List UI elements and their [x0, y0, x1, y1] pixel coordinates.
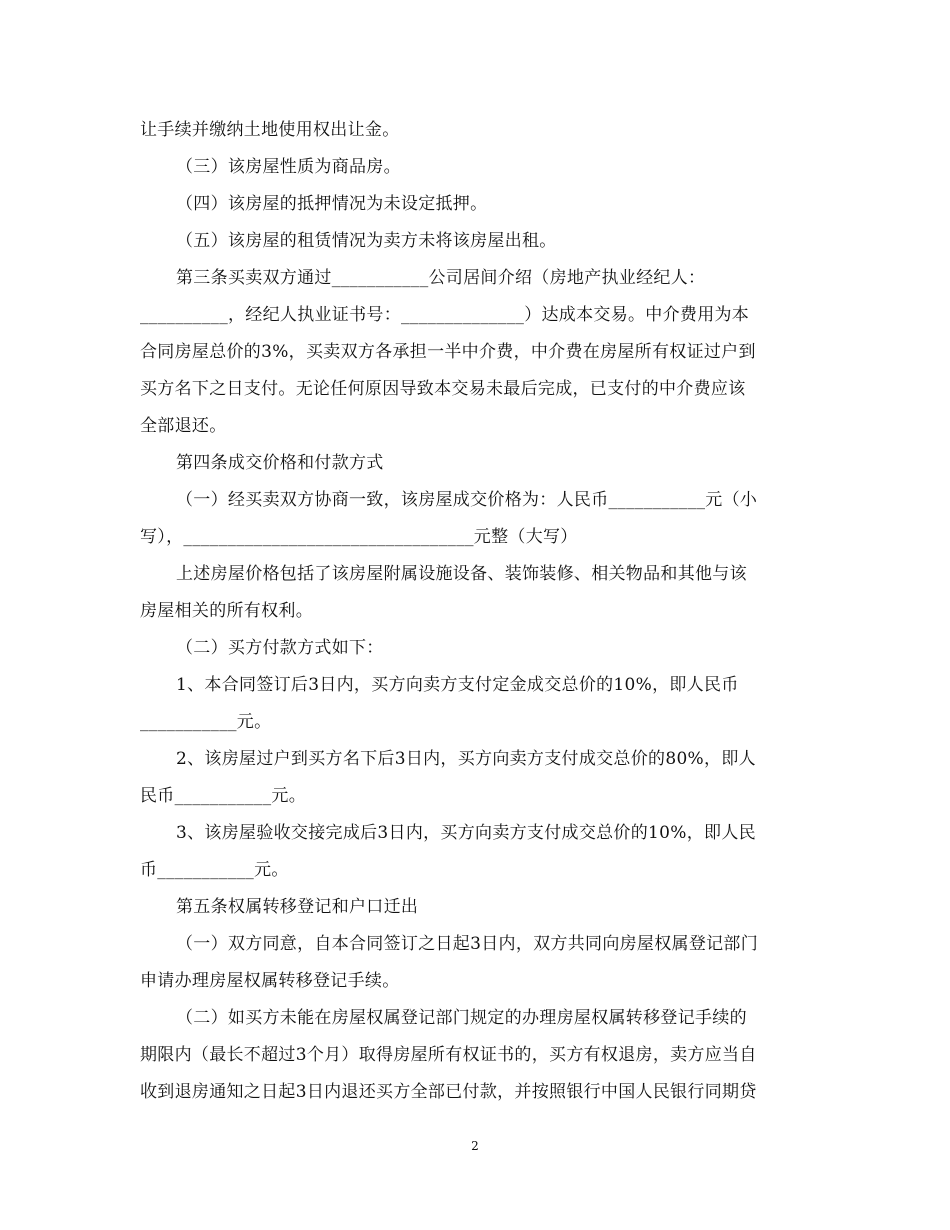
paragraph-line: 期限内（最长不超过3个月）取得房屋所有权证书的，买方有权退房，卖方应当自	[140, 1045, 757, 1065]
paragraph-line: （二）买方付款方式如下：	[176, 638, 384, 658]
paragraph-line: 合同房屋总价的3%，买卖双方各承担一半中介费，中介费在房屋所有权证过户到	[140, 342, 756, 362]
paragraph-line: 房屋相关的所有权利。	[140, 601, 313, 621]
paragraph-line: 1、本合同签订后3日内，买方向卖方支付定金成交总价的10%，即人民币	[176, 675, 739, 695]
paragraph-line: 民币___________元。	[140, 786, 306, 806]
paragraph-line: （三）该房屋性质为商品房。	[176, 157, 401, 177]
paragraph-line: 让手续并缴纳土地使用权出让金。	[140, 120, 400, 140]
section-heading: 第三条买卖双方通过___________公司居间介绍（房地产执业经纪人：	[176, 268, 706, 288]
paragraph-line: 上述房屋价格包括了该房屋附属设施设备、装饰装修、相关物品和其他与该	[176, 564, 747, 584]
page-number: 2	[471, 1139, 479, 1153]
paragraph-line: 全部退还。	[140, 416, 227, 436]
paragraph-line: （五）该房屋的租赁情况为卖方未将该房屋出租。	[176, 231, 557, 251]
paragraph-line: 买方名下之日支付。无论任何原因导致本交易未最后完成，已支付的中介费应该	[140, 379, 746, 399]
paragraph-line: （一）双方同意，自本合同签订之日起3日内，双方共同向房屋权属登记部门	[176, 934, 759, 954]
paragraph-line: （四）该房屋的抵押情况为未设定抵押。	[176, 194, 488, 214]
paragraph-line: 收到退房通知之日起3日内退还买方全部已付款，并按照银行中国人民银行同期贷	[140, 1082, 757, 1102]
paragraph-line: （一）经买卖双方协商一致，该房屋成交价格为：人民币___________元（小	[176, 490, 758, 510]
paragraph-line: 3、该房屋验收交接完成后3日内，买方向卖方支付成交总价的10%，即人民	[176, 823, 756, 843]
paragraph-line: 币___________元。	[140, 860, 289, 880]
paragraph-line: ___________元。	[140, 712, 272, 732]
paragraph-line: 2、该房屋过户到买方名下后3日内，买方向卖方支付成交总价的80%，即人	[176, 749, 756, 769]
section-heading: 第五条权属转移登记和户口迁出	[176, 897, 419, 917]
paragraph-line: 申请办理房屋权属转移登记手续。	[140, 971, 400, 991]
paragraph-line: 写），_________________________________元整（大写）	[140, 527, 578, 547]
paragraph-line: （二）如买方未能在房屋权属登记部门规定的办理房屋权属转移登记手续的	[176, 1008, 747, 1028]
paragraph-line: __________，经纪人执业证书号：______________）达成本交易。中介费用为本	[140, 305, 750, 325]
section-heading: 第四条成交价格和付款方式	[176, 453, 384, 473]
